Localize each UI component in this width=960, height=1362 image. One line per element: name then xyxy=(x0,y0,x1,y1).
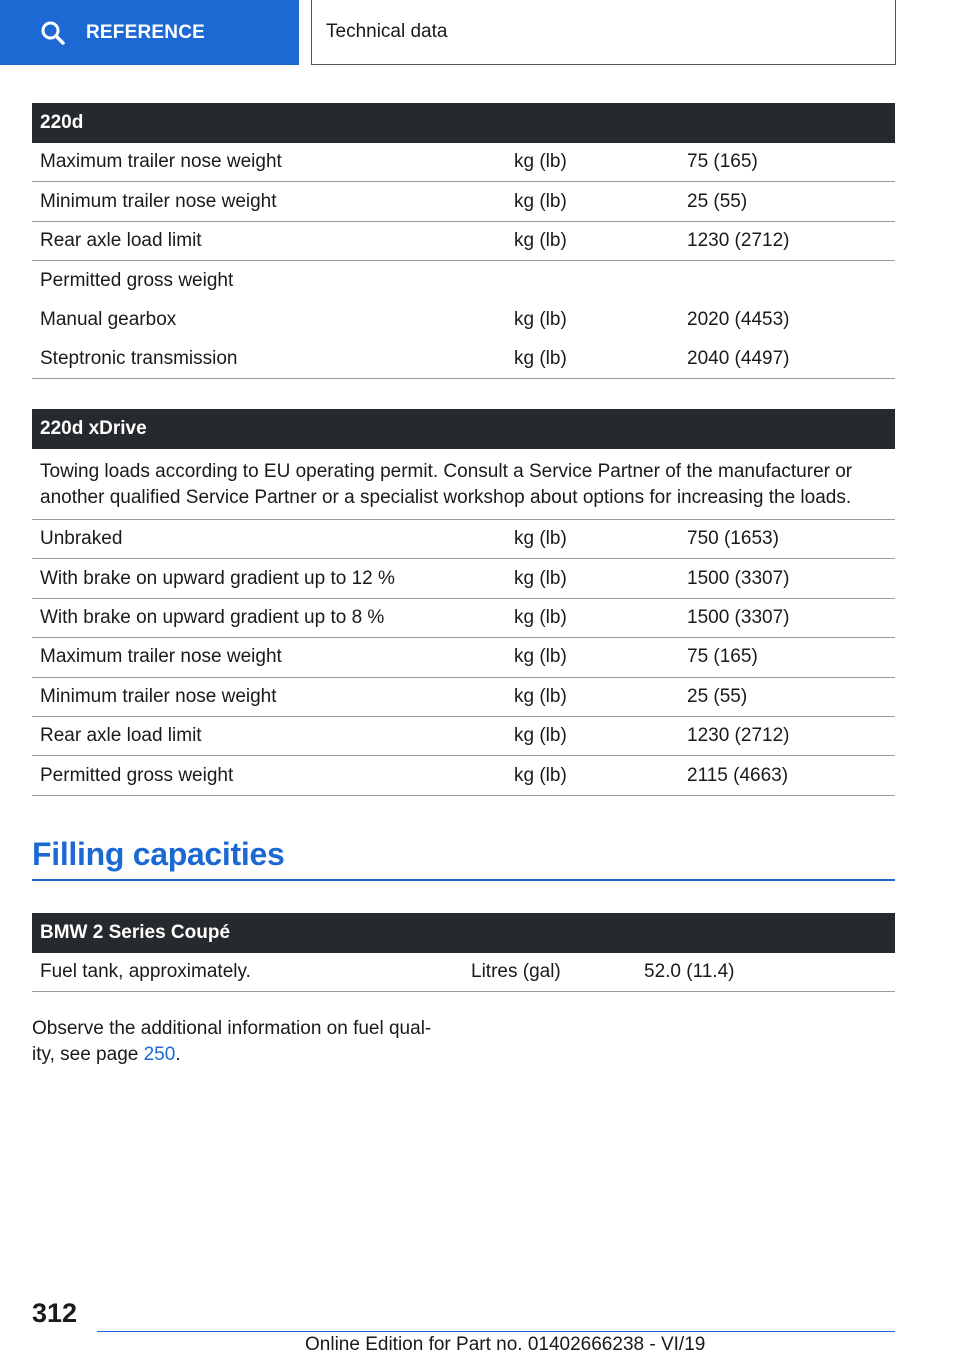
table-row xyxy=(32,599,895,638)
row-label: Minimum trailer nose weight xyxy=(40,190,277,212)
row-unit: kg (lb) xyxy=(514,646,567,668)
reference-tab[interactable] xyxy=(0,0,299,65)
note-line-2: ity, see page xyxy=(32,1044,144,1065)
row-label: Rear axle load limit xyxy=(40,229,202,251)
row-unit: Litres (gal) xyxy=(471,961,561,983)
section-tab[interactable] xyxy=(311,0,896,65)
row-value: 1500 (3307) xyxy=(687,567,790,589)
row-label: Permitted gross weight xyxy=(40,269,234,291)
table-row xyxy=(32,222,895,261)
row-value: 1500 (3307) xyxy=(687,606,790,628)
row-value: 25 (55) xyxy=(687,685,748,707)
edition-text: Online Edition for Part no. 01402666238 - VI/19 xyxy=(305,1334,706,1355)
row-value: 75 (165) xyxy=(687,646,758,668)
row-unit: kg (lb) xyxy=(514,764,567,786)
page-number: 312 xyxy=(32,1298,78,1328)
row-unit: kg (lb) xyxy=(514,151,567,173)
table-220d xyxy=(32,103,895,379)
row-label: Steptronic transmission xyxy=(40,348,238,370)
table-row xyxy=(32,261,895,300)
row-label: Manual gearbox xyxy=(40,309,177,331)
table-row xyxy=(32,953,895,992)
row-value: 2020 (4453) xyxy=(687,309,790,331)
row-value: 52.0 (11.4) xyxy=(644,961,735,983)
row-unit: kg (lb) xyxy=(514,348,567,370)
table-row xyxy=(32,559,895,598)
row-value: 2040 (4497) xyxy=(687,348,790,370)
table-row xyxy=(32,638,895,677)
note-line-1: Observe the additional information on fuel qual- xyxy=(32,1018,432,1039)
row-unit: kg (lb) xyxy=(514,528,567,550)
row-unit: kg (lb) xyxy=(514,567,567,589)
row-label: Rear axle load limit xyxy=(40,725,202,747)
row-value: 25 (55) xyxy=(687,190,748,212)
row-value: 1230 (2712) xyxy=(687,725,790,747)
row-label: Maximum trailer nose weight xyxy=(40,151,282,173)
table-row xyxy=(32,182,895,221)
row-label: Unbraked xyxy=(40,528,123,550)
table-220d-xdrive xyxy=(32,409,895,796)
section-label: Technical data xyxy=(326,21,448,42)
row-value: 750 (1653) xyxy=(687,528,779,550)
footer-divider xyxy=(97,1331,895,1332)
row-label: With brake on upward gradient up to 8 % xyxy=(40,606,385,628)
table-row xyxy=(32,678,895,717)
row-label: Maximum trailer nose weight xyxy=(40,646,282,668)
table-row xyxy=(32,756,895,795)
row-unit: kg (lb) xyxy=(514,685,567,707)
table-title: 220d xDrive xyxy=(32,409,895,449)
table-filling-capacities xyxy=(32,913,895,992)
table-row xyxy=(32,717,895,756)
row-value: 1230 (2712) xyxy=(687,229,790,251)
section-heading: Filling capacities xyxy=(32,836,895,881)
row-label: Minimum trailer nose weight xyxy=(40,685,277,707)
row-unit: kg (lb) xyxy=(514,725,567,747)
search-icon xyxy=(40,20,66,46)
row-label: With brake on upward gradient up to 12 % xyxy=(40,567,395,589)
row-unit: kg (lb) xyxy=(514,229,567,251)
row-unit: kg (lb) xyxy=(514,606,567,628)
table-row xyxy=(32,340,895,379)
row-unit: kg (lb) xyxy=(514,190,567,212)
row-value: 2115 (4663) xyxy=(687,764,789,786)
table-note: Towing loads according to EU operating permit. Consult a Service Partner of the manufacturer or another qualified Service Partner or a specialist workshop about options for increasing the loads. xyxy=(32,449,895,520)
page-link[interactable]: 250 xyxy=(143,1044,176,1065)
table-title: 220d xyxy=(32,103,895,143)
table-row xyxy=(32,520,895,559)
row-value: 75 (165) xyxy=(687,151,758,173)
row-label: Permitted gross weight xyxy=(40,764,234,786)
note-end: . xyxy=(175,1044,181,1065)
table-title: BMW 2 Series Coupé xyxy=(32,913,895,953)
fuel-quality-note xyxy=(32,1016,442,1068)
table-row xyxy=(32,301,895,340)
reference-label: REFERENCE xyxy=(86,21,205,43)
row-label: Fuel tank, approximately. xyxy=(40,961,251,983)
row-unit: kg (lb) xyxy=(514,309,567,331)
table-row xyxy=(32,143,895,182)
